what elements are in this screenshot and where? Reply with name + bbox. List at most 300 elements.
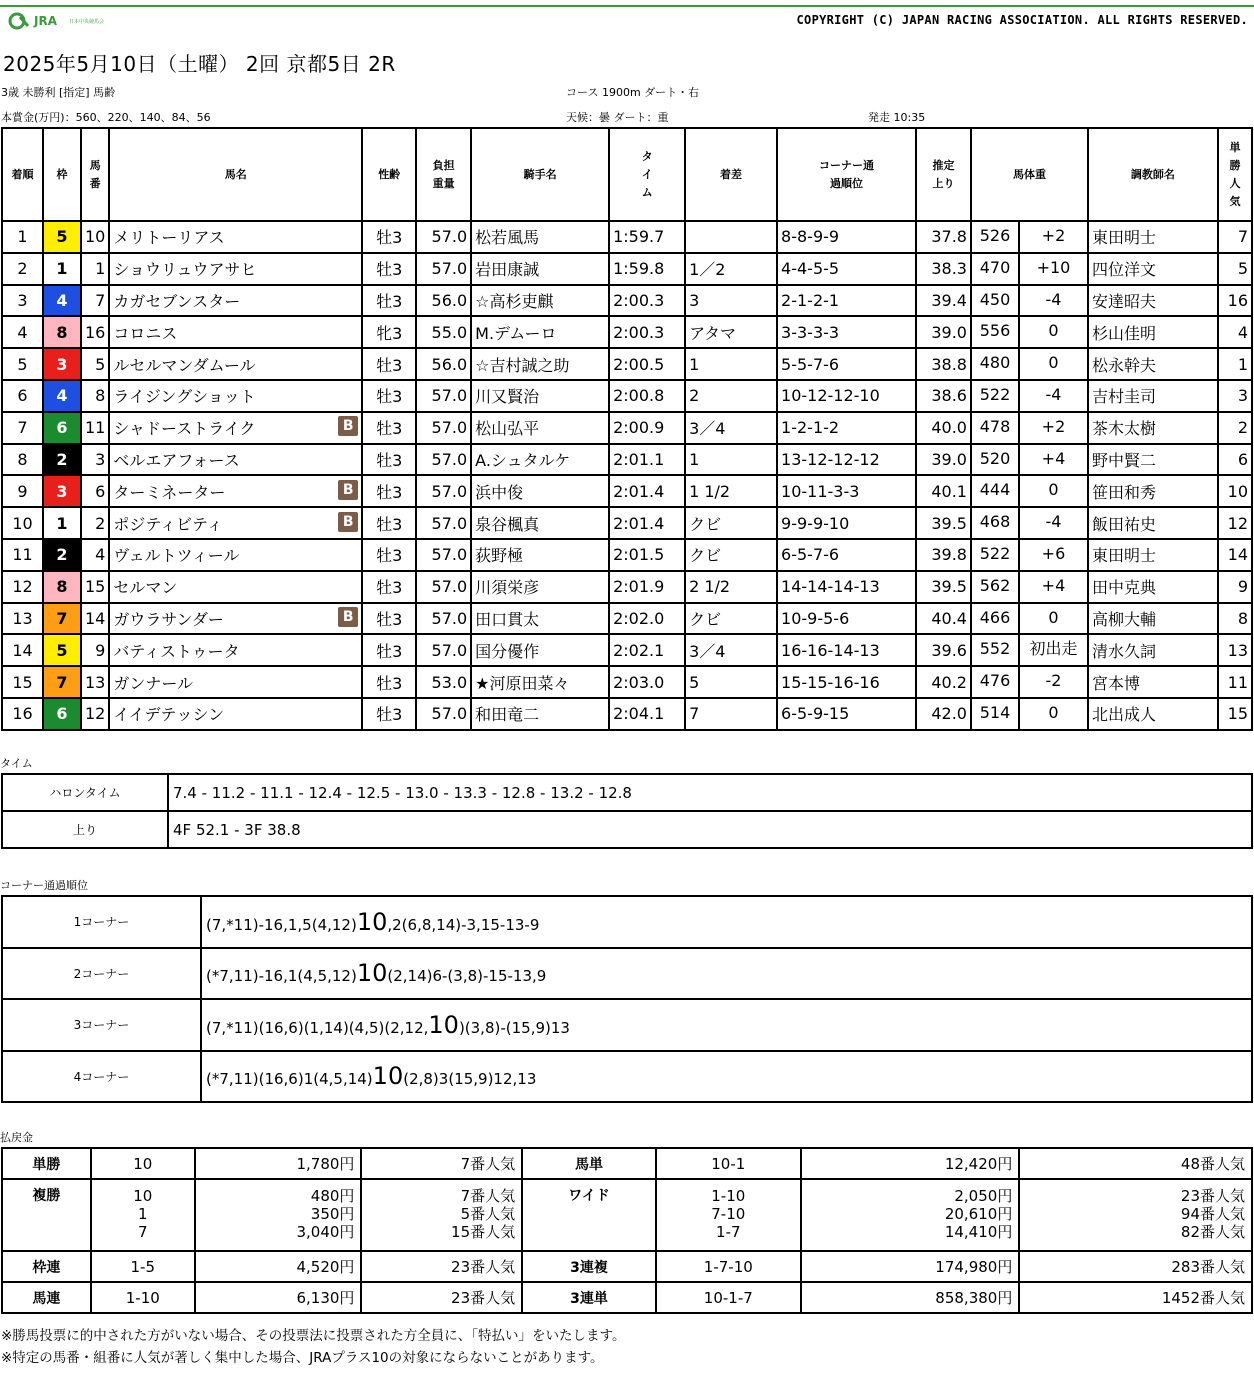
waku-cell: 4 <box>43 285 81 317</box>
jockey-cell[interactable]: ☆高杉吏麒 <box>471 285 609 317</box>
sex-age-cell: 牡3 <box>362 444 416 476</box>
horse-name[interactable]: バティストゥータ <box>113 641 240 661</box>
corner-order-pre: (7,*11)(16,6)(1,14)(4,5)(2,12, <box>206 1018 429 1037</box>
horse-name[interactable]: ショウリュウアサヒ <box>113 260 257 280</box>
corner-order-cell: 13-12-12-12 <box>777 444 916 476</box>
bodyweight-diff: 0 <box>1048 702 1059 722</box>
bodyweight-cell <box>971 412 1088 444</box>
time-cell: 2:00.8 <box>609 380 685 412</box>
header-pos: 着順 <box>2 128 43 221</box>
horse-name-cell[interactable] <box>109 507 362 539</box>
corner-order-post: )(3,8)-(15,9)13 <box>458 1018 570 1037</box>
horse-name-cell[interactable] <box>109 571 362 603</box>
bodyweight-value: 468 <box>972 508 1020 538</box>
bodyweight-value: 450 <box>972 286 1020 316</box>
corner-order-pre: (7,*11)-16,1,5(4,12) <box>206 915 357 934</box>
bodyweight-cell <box>971 666 1088 698</box>
horse-name[interactable]: ガウラサンダー <box>113 609 224 629</box>
time-cell: 2:01.4 <box>609 475 685 507</box>
waku-cell: 8 <box>43 571 81 603</box>
last3f-cell: 40.0 <box>916 412 971 444</box>
agari-times: 4F 52.1 - 3F 38.8 <box>168 811 1252 848</box>
yen-line: 20,610円 <box>944 1205 1013 1223</box>
bodyweight-cell <box>971 475 1088 507</box>
corner-label: 1コーナー <box>2 896 201 948</box>
bodyweight-cell <box>971 285 1088 317</box>
bodyweight-diff: -2 <box>1045 671 1062 691</box>
pop-line: 23番人気 <box>1180 1187 1245 1205</box>
sex-age-cell: 牡3 <box>362 221 416 253</box>
bodyweight-diff: 0 <box>1048 480 1059 500</box>
corner-order-cell: 6-5-7-6 <box>777 539 916 571</box>
page-header <box>0 0 1254 40</box>
payout-section-label: 払戻金 <box>0 1131 33 1144</box>
weight-cell: 55.0 <box>416 316 471 348</box>
num-cell: 6 <box>81 475 109 507</box>
results-table <box>1 127 1253 731</box>
header-last3f <box>916 128 971 221</box>
corner-order-post: ,2(6,8,14)-3,15-13-9 <box>387 915 540 934</box>
pos-cell: 9 <box>2 475 43 507</box>
yen-line: 2,050円 <box>954 1187 1013 1205</box>
waku-cell: 4 <box>43 380 81 412</box>
waku-cell: 5 <box>43 221 81 253</box>
last3f-cell: 38.8 <box>916 348 971 380</box>
bodyweight-value: 520 <box>972 445 1020 475</box>
corner-order-pre: (*7,11)-16,1(4,5,12) <box>206 967 357 986</box>
num-cell: 11 <box>81 412 109 444</box>
corner-order-cell: 9-9-9-10 <box>777 507 916 539</box>
bodyweight-diff: +6 <box>1041 543 1066 563</box>
payout-pop: 48番人気 <box>1019 1148 1252 1179</box>
agari-row <box>2 811 1252 848</box>
waku-cell: 2 <box>43 539 81 571</box>
horse-name-cell[interactable] <box>109 539 362 571</box>
result-row <box>2 507 1252 539</box>
horse-name-cell[interactable] <box>109 444 362 476</box>
sex-age-cell: 牡3 <box>362 539 416 571</box>
pos-cell: 2 <box>2 253 43 285</box>
payout-yen: 174,980円 <box>801 1251 1020 1282</box>
jra-horseshoe-icon <box>8 12 30 30</box>
weight-cell: 57.0 <box>416 539 471 571</box>
furlong-label: ハロンタイム <box>2 774 168 811</box>
header-name: 馬名 <box>109 128 362 221</box>
bodyweight-value: 526 <box>972 222 1020 252</box>
time-cell: 2:00.3 <box>609 285 685 317</box>
last3f-cell: 39.4 <box>916 285 971 317</box>
jockey-cell[interactable]: 浜中俊 <box>471 475 609 507</box>
corner-section-label: コーナー通過順位 <box>0 879 88 892</box>
horse-name[interactable]: イイデテッシン <box>113 705 225 725</box>
popularity-cell: 10 <box>1218 475 1252 507</box>
corner-order-post: (2,8)3(15,9)12,13 <box>403 1070 537 1089</box>
bodyweight-cell <box>971 603 1088 635</box>
result-row <box>2 221 1252 253</box>
corner-order-cell: 16-16-14-13 <box>777 634 916 666</box>
header-divider <box>0 5 1254 7</box>
header-pop-text: 単勝人気 <box>1229 140 1241 208</box>
margin-cell: クビ <box>685 603 777 635</box>
sex-age-cell: 牡3 <box>362 603 416 635</box>
weight-cell: 57.0 <box>416 412 471 444</box>
popularity-cell: 1 <box>1218 348 1252 380</box>
margin-cell: 3／4 <box>685 412 777 444</box>
header-trainer: 調教師名 <box>1088 128 1218 221</box>
winner-highlight: 10 <box>428 1010 459 1039</box>
jra-logo[interactable] <box>8 12 104 30</box>
header-waku: 枠 <box>43 128 81 221</box>
horse-name-cell[interactable] <box>109 316 362 348</box>
header-sex: 性齢 <box>362 128 416 221</box>
trainer-cell[interactable]: 東田明士 <box>1088 539 1218 571</box>
trainer-cell[interactable]: 清水久詞 <box>1088 634 1218 666</box>
result-row <box>2 571 1252 603</box>
horse-name-cell[interactable] <box>109 698 362 730</box>
yen-line: 3,040円 <box>296 1223 355 1241</box>
time-cell: 2:00.3 <box>609 316 685 348</box>
jockey-cell[interactable]: M.デムーロ <box>471 316 609 348</box>
furlong-times: 7.4 - 11.2 - 11.1 - 12.4 - 12.5 - 13.0 - 13.3 - 12.8 - 13.2 - 12.8 <box>168 774 1252 811</box>
corner-order-cell: 8-8-9-9 <box>777 221 916 253</box>
corner-order <box>201 948 1252 1000</box>
pop-line: 15番人気 <box>451 1223 516 1241</box>
popularity-cell: 12 <box>1218 507 1252 539</box>
waku-cell: 6 <box>43 698 81 730</box>
trainer-cell[interactable]: 松永幹夫 <box>1088 348 1218 380</box>
time-cell: 2:03.0 <box>609 666 685 698</box>
trainer-cell[interactable]: 飯田祐史 <box>1088 507 1218 539</box>
waku-cell: 6 <box>43 412 81 444</box>
last3f-cell: 39.5 <box>916 571 971 603</box>
sex-age-cell: 牡3 <box>362 380 416 412</box>
logo-text: JRA <box>34 14 57 28</box>
bodyweight-value: 522 <box>972 381 1020 411</box>
horse-name-cell[interactable] <box>109 666 362 698</box>
last3f-cell: 40.1 <box>916 475 971 507</box>
race-course: コース 1900m ダート・右 <box>566 86 700 99</box>
bodyweight-diff: -4 <box>1045 512 1062 532</box>
horse-name-cell[interactable] <box>109 253 362 285</box>
margin-cell: 2 1/2 <box>685 571 777 603</box>
horse-name[interactable]: ポジティビティ <box>113 514 223 534</box>
trainer-cell[interactable]: 宮本博 <box>1088 666 1218 698</box>
race-condition: 3歳 未勝利 [指定] 馬齢 <box>1 86 116 99</box>
popularity-cell: 5 <box>1218 253 1252 285</box>
blinker-badge: B <box>338 512 358 532</box>
corner-order-cell: 10-12-12-10 <box>777 380 916 412</box>
trainer-cell[interactable]: 野中賢二 <box>1088 444 1218 476</box>
weight-cell: 57.0 <box>416 603 471 635</box>
pos-cell: 5 <box>2 348 43 380</box>
horse-name[interactable]: シャドーストライク <box>113 419 256 439</box>
pos-cell: 3 <box>2 285 43 317</box>
jockey-cell[interactable]: ☆吉村誠之助 <box>471 348 609 380</box>
header-weight <box>416 128 471 221</box>
waku-cell: 1 <box>43 507 81 539</box>
result-row <box>2 348 1252 380</box>
trainer-cell[interactable]: 茶木太樹 <box>1088 412 1218 444</box>
jockey-cell[interactable]: 松山弘平 <box>471 412 609 444</box>
bodyweight-cell <box>971 571 1088 603</box>
trainer-cell[interactable]: 北出成人 <box>1088 698 1218 730</box>
sex-age-cell: 牡3 <box>362 348 416 380</box>
horse-name-cell[interactable] <box>109 603 362 635</box>
combo-line: 1-7 <box>716 1223 741 1241</box>
time-table <box>1 773 1253 849</box>
pos-cell: 15 <box>2 666 43 698</box>
weight-cell: 57.0 <box>416 380 471 412</box>
payout-combo: 10-1 <box>656 1148 801 1179</box>
waku-cell: 5 <box>43 634 81 666</box>
time-cell: 2:00.9 <box>609 412 685 444</box>
trainer-cell[interactable]: 四位洋文 <box>1088 253 1218 285</box>
last3f-cell: 39.5 <box>916 507 971 539</box>
time-cell: 1:59.8 <box>609 253 685 285</box>
bodyweight-value: 466 <box>972 604 1020 634</box>
popularity-cell: 4 <box>1218 316 1252 348</box>
horse-name[interactable]: ヴェルトツィール <box>113 546 240 566</box>
payout-note: ※勝馬投票に的中された方がいない場合、その投票法に投票された方全員に、「特払い」をいたします。 <box>1 1328 626 1344</box>
margin-cell: 1 <box>685 348 777 380</box>
payout-combo: 10 <box>91 1148 195 1179</box>
trainer-cell[interactable]: 田中克典 <box>1088 571 1218 603</box>
header-margin: 着差 <box>685 128 777 221</box>
payout-combo <box>91 1179 195 1251</box>
header-num <box>81 128 109 221</box>
corner-order-pre: (*7,11)(16,6)1(4,5,14) <box>206 1070 373 1089</box>
waku-cell: 8 <box>43 316 81 348</box>
horse-name[interactable]: コロニス <box>113 323 178 343</box>
horse-name[interactable]: メリトーリアス <box>113 228 225 248</box>
result-row <box>2 253 1252 285</box>
last3f-cell: 38.6 <box>916 380 971 412</box>
combo-line: 10 <box>133 1187 153 1205</box>
horse-name[interactable]: ターミネーター <box>113 482 226 502</box>
jockey-cell[interactable]: 泉谷楓真 <box>471 507 609 539</box>
trainer-cell[interactable]: 杉山佳明 <box>1088 316 1218 348</box>
payout-yen: 12,420円 <box>801 1148 1020 1179</box>
bodyweight-value: 480 <box>972 349 1020 379</box>
popularity-cell: 6 <box>1218 444 1252 476</box>
pos-cell: 13 <box>2 603 43 635</box>
horse-name[interactable]: セルマン <box>113 578 178 598</box>
bodyweight-diff: 初出走 <box>1029 639 1078 659</box>
corner-order-cell: 14-14-14-13 <box>777 571 916 603</box>
bodyweight-value: 556 <box>972 317 1020 347</box>
num-cell: 10 <box>81 221 109 253</box>
bodyweight-value: 514 <box>972 699 1020 729</box>
trainer-cell[interactable]: 東田明士 <box>1088 221 1218 253</box>
race-prize: 本賞金(万円)：560、220、140、84、56 <box>1 111 211 124</box>
bodyweight-value: 522 <box>972 540 1020 570</box>
bodyweight-diff: +4 <box>1041 575 1066 595</box>
corner-label: 2コーナー <box>2 948 201 1000</box>
blinker-badge: B <box>338 607 358 627</box>
payout-type: ワイド <box>522 1179 656 1251</box>
horse-name[interactable]: ガンナール <box>113 673 193 693</box>
combo-line: 7 <box>138 1223 148 1241</box>
time-cell: 2:01.9 <box>609 571 685 603</box>
payout-row <box>2 1148 1252 1179</box>
jockey-cell[interactable]: 松若風馬 <box>471 221 609 253</box>
bodyweight-diff: +2 <box>1041 226 1066 245</box>
sex-age-cell: 牡3 <box>362 412 416 444</box>
agari-label: 上り <box>2 811 168 848</box>
last3f-cell: 37.8 <box>916 221 971 253</box>
jockey-cell[interactable]: 田口貫太 <box>471 603 609 635</box>
corner-row <box>2 948 1252 1000</box>
trainer-cell[interactable]: 吉村圭司 <box>1088 380 1218 412</box>
weight-cell: 56.0 <box>416 285 471 317</box>
corner-order-cell: 2-1-2-1 <box>777 285 916 317</box>
horse-name-cell[interactable] <box>109 380 362 412</box>
horse-name[interactable]: ベルエアフォース <box>113 450 240 470</box>
bodyweight-diff: -4 <box>1045 289 1062 309</box>
horse-name-cell[interactable] <box>109 348 362 380</box>
payout-note: ※特定の馬番・組番に人気が著しく集中した場合、JRAプラス10の対象にならないことがあります。 <box>1 1350 604 1366</box>
trainer-cell[interactable]: 笹田和秀 <box>1088 475 1218 507</box>
copyright-text: COPYRIGHT (C) JAPAN RACING ASSOCIATION. ALL RIGHTS RESERVED. <box>796 13 1248 27</box>
horse-name-cell[interactable] <box>109 475 362 507</box>
trainer-cell[interactable]: 安達昭夫 <box>1088 285 1218 317</box>
jockey-cell[interactable]: 川須栄彦 <box>471 571 609 603</box>
popularity-cell: 3 <box>1218 380 1252 412</box>
sex-age-cell: 牡3 <box>362 571 416 603</box>
num-cell: 8 <box>81 380 109 412</box>
horse-name-cell[interactable] <box>109 412 362 444</box>
trainer-cell[interactable]: 高柳大輔 <box>1088 603 1218 635</box>
result-row <box>2 539 1252 571</box>
payout-type: 馬単 <box>522 1148 656 1179</box>
waku-cell: 3 <box>43 475 81 507</box>
pos-cell: 1 <box>2 221 43 253</box>
time-cell: 2:01.5 <box>609 539 685 571</box>
bodyweight-cell <box>971 380 1088 412</box>
sex-age-cell: 牡3 <box>362 475 416 507</box>
bodyweight-diff: +2 <box>1041 416 1066 436</box>
horse-name[interactable]: ルセルマンダムール <box>113 355 256 375</box>
num-cell: 16 <box>81 316 109 348</box>
jockey-cell[interactable]: A.シュタルケ <box>471 444 609 476</box>
yen-line: 350円 <box>310 1205 355 1223</box>
time-cell: 2:01.4 <box>609 507 685 539</box>
result-row <box>2 444 1252 476</box>
weight-cell: 56.0 <box>416 348 471 380</box>
last3f-cell: 39.0 <box>916 316 971 348</box>
sex-age-cell: 牝3 <box>362 316 416 348</box>
corner-order-cell: 3-3-3-3 <box>777 316 916 348</box>
race-title: 2025年5月10日（土曜） 2回 京都5日 2R <box>3 52 396 76</box>
num-cell: 5 <box>81 348 109 380</box>
logo-subtext: 日本中央競馬会 <box>69 18 105 25</box>
pos-cell: 8 <box>2 444 43 476</box>
corner-order <box>201 896 1252 948</box>
jockey-cell[interactable]: 荻野極 <box>471 539 609 571</box>
weight-cell: 57.0 <box>416 253 471 285</box>
result-row <box>2 666 1252 698</box>
race-weather: 天候：曇 ダート：重 <box>566 111 669 124</box>
pop-line: 82番人気 <box>1180 1223 1245 1241</box>
payout-yen: 4,520円 <box>195 1251 362 1282</box>
result-row <box>2 285 1252 317</box>
popularity-cell: 16 <box>1218 285 1252 317</box>
bodyweight-diff: 0 <box>1048 607 1059 627</box>
jockey-cell[interactable]: 国分優作 <box>471 634 609 666</box>
header-time <box>609 128 685 221</box>
margin-cell: 1／2 <box>685 253 777 285</box>
jockey-cell[interactable]: 和田竜二 <box>471 698 609 730</box>
header-bodyweight: 馬体重 <box>971 128 1088 221</box>
horse-name[interactable]: カガセブンスター <box>113 291 241 311</box>
sex-age-cell: 牡3 <box>362 507 416 539</box>
payout-pop: 23番人気 <box>361 1282 522 1313</box>
jockey-cell[interactable]: 川又賢治 <box>471 380 609 412</box>
bodyweight-value: 444 <box>972 476 1020 506</box>
bodyweight-cell <box>971 316 1088 348</box>
waku-cell: 7 <box>43 603 81 635</box>
payout-combo: 10-1-7 <box>656 1282 801 1313</box>
num-cell: 2 <box>81 507 109 539</box>
pos-cell: 7 <box>2 412 43 444</box>
payout-type: 馬連 <box>2 1282 91 1313</box>
payout-table <box>1 1147 1253 1314</box>
pos-cell: 6 <box>2 380 43 412</box>
payout-type: 3連複 <box>522 1251 656 1282</box>
num-cell: 15 <box>81 571 109 603</box>
time-cell: 2:02.1 <box>609 634 685 666</box>
horse-name-cell[interactable] <box>109 634 362 666</box>
bodyweight-cell <box>971 444 1088 476</box>
margin-cell <box>685 221 777 253</box>
bodyweight-value: 470 <box>972 254 1020 284</box>
num-cell: 14 <box>81 603 109 635</box>
weight-cell: 53.0 <box>416 666 471 698</box>
jockey-cell[interactable]: 岩田康誠 <box>471 253 609 285</box>
margin-cell: アタマ <box>685 316 777 348</box>
last3f-cell: 39.6 <box>916 634 971 666</box>
bodyweight-diff: 0 <box>1048 321 1059 341</box>
payout-combo: 1-10 <box>91 1282 195 1313</box>
horse-name[interactable]: ライジングショット <box>113 387 256 407</box>
time-cell: 2:01.1 <box>609 444 685 476</box>
waku-cell: 3 <box>43 348 81 380</box>
yen-line: 480円 <box>310 1187 355 1205</box>
popularity-cell: 15 <box>1218 698 1252 730</box>
payout-yen <box>195 1179 362 1251</box>
num-cell: 9 <box>81 634 109 666</box>
blinker-badge: B <box>338 416 358 436</box>
sex-age-cell: 牡3 <box>362 634 416 666</box>
horse-name-cell[interactable] <box>109 285 362 317</box>
pos-cell: 4 <box>2 316 43 348</box>
jockey-cell[interactable]: ★河原田菜々 <box>471 666 609 698</box>
bodyweight-diff: +10 <box>1036 257 1071 277</box>
header-weight-text: 負担重量 <box>432 158 455 190</box>
horse-name-cell[interactable] <box>109 221 362 253</box>
corner-table <box>1 895 1253 1103</box>
results-body <box>2 221 1252 730</box>
corner-order-cell: 15-15-16-16 <box>777 666 916 698</box>
corner-order-cell: 1-2-1-2 <box>777 412 916 444</box>
last3f-cell: 39.0 <box>916 444 971 476</box>
num-cell: 1 <box>81 253 109 285</box>
header-time-text: タイム <box>641 149 653 199</box>
pos-cell: 16 <box>2 698 43 730</box>
last3f-cell: 38.3 <box>916 253 971 285</box>
margin-cell: 3 <box>685 285 777 317</box>
payout-pop: 1452番人気 <box>1019 1282 1252 1313</box>
